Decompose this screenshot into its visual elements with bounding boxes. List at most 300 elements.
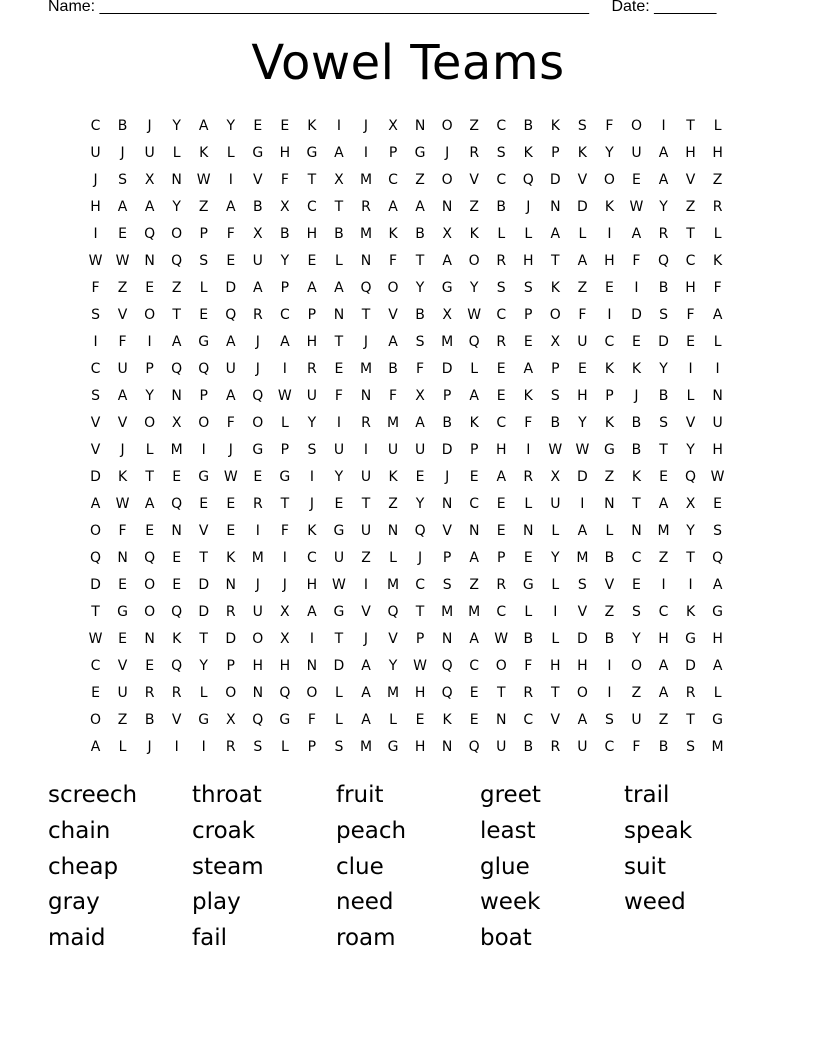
grid-letter: Y bbox=[551, 549, 560, 566]
grid-letter: B bbox=[604, 549, 615, 566]
grid-letter: S bbox=[307, 441, 317, 458]
grid-letter: Z bbox=[712, 171, 723, 188]
grid-letter: G bbox=[279, 711, 291, 728]
grid-letter: M bbox=[386, 684, 400, 701]
grid-letter: P bbox=[307, 306, 317, 323]
grid-letter: A bbox=[469, 630, 479, 647]
grid-letter: N bbox=[387, 522, 399, 539]
grid-letter: I bbox=[147, 333, 152, 350]
grid-letter: R bbox=[523, 684, 534, 701]
grid-letter: A bbox=[361, 684, 371, 701]
grid-letter: V bbox=[469, 171, 479, 188]
grid-letter: W bbox=[467, 306, 482, 323]
grid-letter: D bbox=[198, 603, 210, 620]
grid-letter: H bbox=[495, 441, 507, 458]
grid-letter: J bbox=[228, 441, 233, 458]
grid-letter: E bbox=[226, 495, 236, 512]
grid-letter: L bbox=[172, 144, 181, 161]
grid-letter: Q bbox=[279, 684, 291, 701]
grid-letter: G bbox=[306, 144, 318, 161]
grid-letter: B bbox=[523, 630, 534, 647]
grid-letter: C bbox=[388, 171, 398, 188]
grid-letter: G bbox=[414, 144, 426, 161]
grid-letter: D bbox=[658, 333, 669, 350]
grid-letter: O bbox=[630, 657, 642, 674]
grid-letter: U bbox=[387, 441, 399, 458]
grid-letter: M bbox=[251, 549, 264, 566]
grid-letter: A bbox=[388, 333, 398, 350]
grid-letter: K bbox=[523, 387, 533, 404]
grid-letter: A bbox=[361, 711, 371, 728]
grid-letter: F bbox=[91, 279, 100, 296]
grid-letter: U bbox=[577, 738, 588, 755]
grid-letter: Z bbox=[685, 198, 696, 215]
grid-letter: E bbox=[253, 468, 263, 485]
grid-letter: Q bbox=[171, 603, 183, 620]
grid-letter: L bbox=[551, 630, 560, 647]
grid-letter: M bbox=[468, 603, 481, 620]
grid-letter: C bbox=[469, 657, 480, 674]
grid-letter: L bbox=[713, 333, 722, 350]
grid-letter: S bbox=[199, 252, 209, 269]
grid-letter: N bbox=[306, 657, 318, 674]
grid-letter: V bbox=[117, 414, 128, 431]
grid-letter: H bbox=[604, 252, 615, 269]
grid-row bbox=[82, 544, 738, 571]
grid-letter: H bbox=[712, 144, 723, 161]
grid-letter: K bbox=[388, 225, 398, 242]
grid-letter: Q bbox=[171, 495, 183, 512]
grid-letter: B bbox=[631, 414, 642, 431]
grid-letter: F bbox=[632, 252, 641, 269]
grid-letter: N bbox=[333, 306, 345, 323]
grid-letter: Q bbox=[171, 252, 183, 269]
grid-letter: N bbox=[441, 495, 453, 512]
grid-letter: U bbox=[144, 144, 155, 161]
grid-letter: E bbox=[199, 495, 209, 512]
grid-letter: U bbox=[550, 495, 561, 512]
grid-letter: X bbox=[280, 198, 290, 215]
grid-letter: W bbox=[548, 441, 563, 458]
grid-letter: J bbox=[309, 495, 314, 512]
grid-letter: G bbox=[333, 603, 345, 620]
grid-row bbox=[82, 328, 738, 355]
grid-letter: V bbox=[577, 603, 588, 620]
grid-row bbox=[82, 193, 738, 220]
grid-letter: N bbox=[225, 576, 236, 593]
grid-letter: K bbox=[685, 603, 696, 620]
grid-row bbox=[82, 490, 738, 517]
grid-letter: F bbox=[280, 522, 289, 539]
grid-letter: C bbox=[90, 360, 101, 377]
grid-letter: Z bbox=[117, 279, 128, 296]
grid-letter: F bbox=[226, 225, 235, 242]
grid-letter: E bbox=[469, 711, 479, 728]
grid-letter: E bbox=[199, 306, 209, 323]
grid-row bbox=[82, 274, 738, 301]
grid-letter: E bbox=[226, 522, 236, 539]
grid-letter: P bbox=[226, 657, 235, 674]
grid-letter: M bbox=[711, 738, 724, 755]
grid-letter: G bbox=[712, 603, 724, 620]
grid-letter: E bbox=[496, 387, 506, 404]
word-bank-item: play bbox=[192, 889, 241, 916]
grid-letter: Y bbox=[469, 279, 479, 296]
grid-letter: N bbox=[550, 198, 561, 215]
grid-letter: X bbox=[415, 387, 425, 404]
grid-letter: G bbox=[198, 711, 210, 728]
grid-letter: E bbox=[415, 711, 425, 728]
grid-letter: U bbox=[360, 468, 372, 485]
word-bank-item: fruit bbox=[336, 782, 384, 808]
grid-letter: J bbox=[526, 198, 531, 215]
grid-letter: L bbox=[551, 522, 560, 539]
grid-letter: Y bbox=[172, 198, 181, 215]
grid-letter: W bbox=[710, 468, 725, 485]
grid-letter: N bbox=[523, 522, 534, 539]
grid-letter: A bbox=[90, 738, 101, 755]
grid-letter: G bbox=[441, 279, 453, 296]
grid-letter: T bbox=[199, 549, 208, 566]
grid-letter: A bbox=[631, 225, 642, 242]
grid-letter: J bbox=[120, 144, 125, 161]
grid-letter: A bbox=[658, 171, 669, 188]
grid-letter: T bbox=[686, 711, 695, 728]
grid-letter: K bbox=[307, 522, 317, 539]
grid-letter: F bbox=[416, 360, 425, 377]
grid-letter: Y bbox=[605, 144, 614, 161]
grid-letter: X bbox=[144, 171, 155, 188]
grid-letter: J bbox=[418, 549, 423, 566]
grid-letter: H bbox=[523, 252, 534, 269]
grid-letter: G bbox=[252, 441, 264, 458]
grid-letter: A bbox=[415, 414, 425, 431]
grid-letter: O bbox=[198, 414, 210, 431]
grid-letter: B bbox=[550, 414, 561, 431]
word-bank-item: gray bbox=[48, 889, 100, 916]
grid-letter: S bbox=[659, 414, 668, 431]
grid-letter: U bbox=[577, 333, 588, 350]
grid-letter: U bbox=[252, 252, 263, 269]
grid-letter: K bbox=[172, 630, 182, 647]
grid-letter: K bbox=[199, 144, 209, 161]
grid-letter: K bbox=[388, 468, 398, 485]
grid-letter: W bbox=[332, 576, 346, 593]
grid-letter: I bbox=[201, 441, 206, 458]
grid-letter: T bbox=[91, 603, 100, 620]
word-bank-item: throat bbox=[192, 782, 262, 808]
grid-row bbox=[82, 220, 738, 247]
word-bank-item: clue bbox=[336, 853, 384, 880]
grid-letter: K bbox=[523, 144, 533, 161]
grid-letter: Q bbox=[90, 549, 102, 566]
grid-letter: L bbox=[713, 225, 722, 242]
grid-letter: Y bbox=[307, 414, 317, 431]
grid-letter: M bbox=[359, 738, 373, 755]
grid-letter: L bbox=[335, 684, 343, 701]
grid-row bbox=[82, 382, 738, 409]
grid-letter: D bbox=[441, 360, 453, 377]
grid-letter: X bbox=[280, 603, 290, 620]
grid-letter: U bbox=[414, 441, 426, 458]
grid-letter: E bbox=[118, 576, 127, 593]
grid-letter: F bbox=[605, 117, 614, 134]
grid-letter: H bbox=[414, 738, 426, 755]
grid-letter: S bbox=[91, 306, 100, 323]
grid-letter: L bbox=[497, 225, 506, 242]
grid-letter: P bbox=[605, 387, 614, 404]
grid-letter: W bbox=[277, 387, 292, 404]
grid-letter: U bbox=[333, 549, 345, 566]
grid-letter: W bbox=[115, 252, 130, 269]
word-bank-item: screech bbox=[48, 782, 138, 808]
grid-letter: Q bbox=[414, 522, 426, 539]
grid-letter: S bbox=[577, 576, 587, 593]
grid-letter: V bbox=[388, 306, 398, 323]
grid-letter: T bbox=[686, 225, 695, 242]
grid-letter: P bbox=[442, 549, 452, 566]
grid-letter: V bbox=[198, 522, 209, 539]
grid-letter: X bbox=[280, 630, 290, 647]
grid-letter: N bbox=[171, 171, 182, 188]
grid-letter: J bbox=[363, 117, 369, 134]
grid-letter: Z bbox=[604, 468, 615, 485]
grid-letter: H bbox=[279, 144, 291, 161]
grid-letter: V bbox=[171, 711, 182, 728]
grid-letter: L bbox=[118, 738, 127, 755]
grid-letter: E bbox=[334, 360, 344, 377]
grid-letter: A bbox=[415, 198, 425, 215]
grid-letter: O bbox=[144, 603, 156, 620]
grid-letter: F bbox=[524, 414, 533, 431]
grid-letter: V bbox=[90, 414, 101, 431]
grid-letter: M bbox=[441, 333, 454, 350]
word-bank-item: suit bbox=[624, 853, 666, 880]
grid-letter: B bbox=[415, 306, 425, 323]
grid-letter: C bbox=[90, 657, 101, 674]
grid-row bbox=[82, 463, 738, 490]
grid-letter: U bbox=[306, 387, 318, 404]
grid-row bbox=[82, 112, 738, 139]
grid-letter: F bbox=[307, 711, 316, 728]
grid-letter: N bbox=[441, 630, 453, 647]
grid-letter: G bbox=[603, 441, 615, 458]
grid-letter: X bbox=[442, 306, 452, 323]
grid-letter: N bbox=[495, 711, 507, 728]
word-bank bbox=[48, 778, 768, 957]
grid-letter: A bbox=[496, 468, 507, 485]
grid-letter: C bbox=[415, 576, 425, 593]
grid-letter: P bbox=[199, 225, 208, 242]
grid-letter: H bbox=[577, 657, 588, 674]
grid-letter: V bbox=[442, 522, 452, 539]
word-bank-item: chain bbox=[48, 817, 111, 844]
grid-letter: N bbox=[441, 198, 453, 215]
grid-letter: Q bbox=[144, 225, 156, 242]
grid-letter: U bbox=[117, 360, 128, 377]
grid-letter: H bbox=[550, 657, 561, 674]
grid-letter: Y bbox=[686, 441, 695, 458]
grid-letter: J bbox=[255, 360, 260, 377]
grid-letter: N bbox=[171, 522, 182, 539]
grid-letter: L bbox=[551, 576, 560, 593]
grid-letter: Q bbox=[712, 549, 724, 566]
grid-letter: I bbox=[661, 117, 666, 134]
grid-row bbox=[82, 652, 738, 679]
grid-letter: E bbox=[334, 495, 344, 512]
grid-letter: F bbox=[280, 171, 289, 188]
grid-letter: E bbox=[172, 549, 182, 566]
letter-grid bbox=[82, 112, 738, 760]
grid-letter: W bbox=[88, 252, 103, 269]
grid-letter: U bbox=[496, 738, 507, 755]
grid-letter: S bbox=[632, 603, 641, 620]
grid-letter: I bbox=[309, 468, 314, 485]
grid-letter: B bbox=[523, 117, 534, 134]
grid-letter: M bbox=[386, 576, 400, 593]
page-title: Vowel Teams bbox=[251, 35, 565, 91]
grid-letter: Y bbox=[659, 360, 668, 377]
grid-letter: F bbox=[118, 522, 127, 539]
grid-letter: S bbox=[253, 738, 263, 755]
grid-letter: L bbox=[389, 711, 397, 728]
grid-letter: N bbox=[360, 252, 372, 269]
grid-letter: V bbox=[577, 171, 588, 188]
grid-letter: S bbox=[604, 711, 614, 728]
grid-letter: C bbox=[685, 252, 696, 269]
grid-letter: M bbox=[576, 549, 589, 566]
grid-letter: N bbox=[360, 387, 372, 404]
grid-letter: L bbox=[280, 738, 289, 755]
grid-letter: J bbox=[445, 144, 450, 161]
grid-letter: L bbox=[335, 252, 343, 269]
grid-letter: T bbox=[632, 495, 641, 512]
grid-row bbox=[82, 598, 738, 625]
grid-letter: Q bbox=[252, 711, 264, 728]
grid-letter: I bbox=[363, 441, 369, 458]
grid-letter: C bbox=[658, 603, 669, 620]
grid-letter: N bbox=[441, 738, 453, 755]
grid-letter: T bbox=[551, 252, 560, 269]
grid-letter: R bbox=[496, 252, 507, 269]
grid-letter: F bbox=[686, 306, 695, 323]
grid-letter: O bbox=[387, 279, 399, 296]
grid-letter: Z bbox=[469, 576, 479, 593]
grid-letter: R bbox=[252, 306, 263, 323]
grid-letter: D bbox=[333, 657, 345, 674]
grid-row bbox=[82, 571, 738, 598]
grid-letter: W bbox=[223, 468, 238, 485]
grid-letter: Z bbox=[198, 198, 209, 215]
grid-letter: R bbox=[469, 144, 480, 161]
grid-letter: F bbox=[524, 657, 533, 674]
grid-letter: A bbox=[198, 117, 209, 134]
grid-letter: L bbox=[713, 117, 722, 134]
grid-letter: R bbox=[225, 738, 236, 755]
grid-letter: T bbox=[361, 306, 371, 323]
grid-letter: H bbox=[658, 630, 669, 647]
grid-letter: P bbox=[497, 549, 506, 566]
grid-letter: V bbox=[361, 603, 371, 620]
grid-letter: Q bbox=[468, 738, 480, 755]
grid-letter: J bbox=[363, 630, 369, 647]
grid-letter: E bbox=[91, 684, 100, 701]
grid-letter: H bbox=[712, 441, 723, 458]
grid-letter: I bbox=[282, 360, 287, 377]
grid-letter: A bbox=[577, 522, 588, 539]
grid-letter: V bbox=[117, 657, 128, 674]
grid-letter: N bbox=[144, 630, 155, 647]
grid-letter: I bbox=[661, 576, 666, 593]
grid-letter: B bbox=[658, 279, 669, 296]
grid-letter: X bbox=[550, 333, 561, 350]
grid-letter: S bbox=[659, 306, 668, 323]
grid-letter: A bbox=[577, 252, 588, 269]
grid-letter: O bbox=[603, 171, 615, 188]
grid-letter: F bbox=[632, 738, 641, 755]
grid-letter: D bbox=[576, 630, 588, 647]
grid-letter: W bbox=[196, 171, 211, 188]
grid-letter: A bbox=[658, 144, 669, 161]
grid-letter: E bbox=[469, 468, 479, 485]
grid-letter: R bbox=[252, 495, 263, 512]
grid-letter: L bbox=[713, 684, 722, 701]
grid-row bbox=[82, 409, 738, 436]
grid-letter: L bbox=[335, 711, 343, 728]
grid-letter: H bbox=[414, 684, 426, 701]
grid-letter: J bbox=[120, 441, 125, 458]
grid-letter: S bbox=[577, 117, 587, 134]
grid-letter: A bbox=[712, 657, 723, 674]
grid-letter: E bbox=[118, 630, 127, 647]
grid-letter: E bbox=[496, 495, 506, 512]
grid-letter: J bbox=[147, 117, 152, 134]
grid-letter: S bbox=[442, 576, 452, 593]
grid-letter: A bbox=[550, 225, 561, 242]
grid-letter: W bbox=[115, 495, 130, 512]
grid-letter: I bbox=[688, 576, 693, 593]
grid-letter: K bbox=[550, 279, 560, 296]
grid-letter: Z bbox=[604, 603, 615, 620]
grid-letter: A bbox=[144, 198, 155, 215]
grid-letter: G bbox=[279, 468, 291, 485]
grid-letter: K bbox=[469, 414, 479, 431]
grid-letter: I bbox=[634, 279, 639, 296]
grid-row bbox=[82, 139, 738, 166]
grid-letter: A bbox=[334, 144, 344, 161]
grid-letter: Q bbox=[441, 684, 453, 701]
grid-letter: I bbox=[607, 225, 612, 242]
grid-letter: Z bbox=[577, 279, 588, 296]
grid-letter: V bbox=[550, 711, 561, 728]
grid-letter: A bbox=[307, 603, 317, 620]
grid-letter: G bbox=[522, 576, 534, 593]
grid-letter: O bbox=[144, 414, 156, 431]
grid-letter: G bbox=[387, 738, 399, 755]
grid-letter: S bbox=[415, 333, 425, 350]
grid-letter: A bbox=[469, 549, 479, 566]
grid-letter: E bbox=[172, 468, 182, 485]
grid-letter: E bbox=[523, 549, 533, 566]
grid-letter: A bbox=[361, 657, 371, 674]
grid-letter: T bbox=[334, 198, 344, 215]
grid-letter: S bbox=[686, 738, 695, 755]
grid-letter: I bbox=[336, 117, 342, 134]
grid-letter: Q bbox=[360, 279, 372, 296]
grid-letter: L bbox=[524, 495, 533, 512]
grid-letter: C bbox=[307, 549, 317, 566]
grid-letter: A bbox=[280, 333, 290, 350]
